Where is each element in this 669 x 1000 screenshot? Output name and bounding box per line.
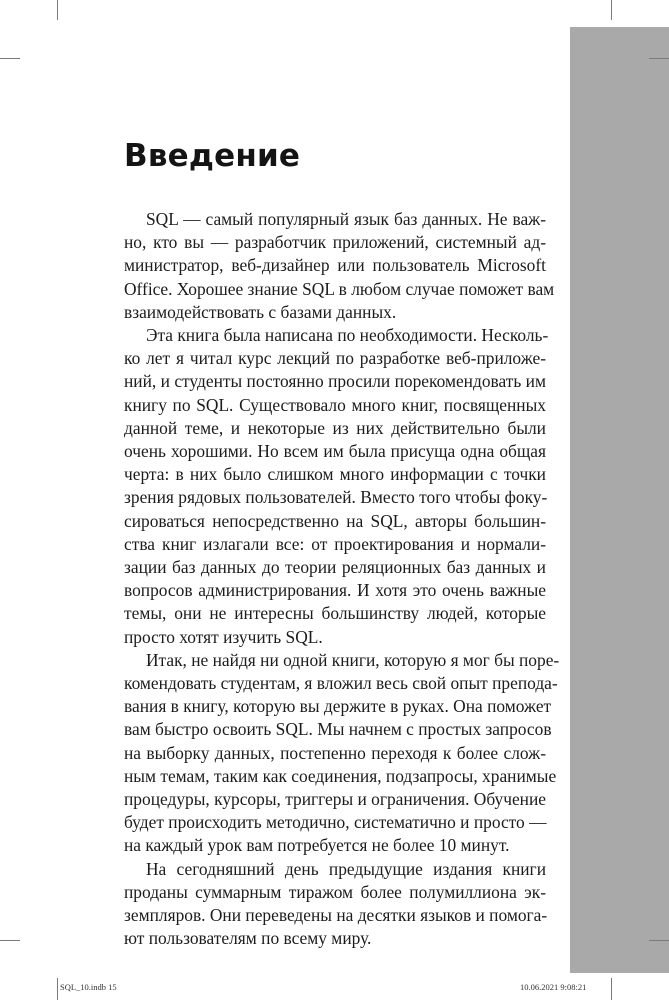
text-line: зации баз данных до теории реляционных баз данных и xyxy=(124,557,546,578)
text-line: данной теме, и некоторые из них действительно были xyxy=(124,417,546,438)
paragraph-2 xyxy=(124,324,549,649)
crop-mark xyxy=(611,0,612,20)
text-line: ний, и студенты постоянно просили порекомендовать им xyxy=(124,371,546,392)
text-line: ства книг излагали все: от проектирования и нормали- xyxy=(124,533,546,554)
text-line: взаимодействовать с базами данных. xyxy=(124,301,397,322)
text-line: ным темам, таким как соединения, подзапросы, хранимые xyxy=(124,765,557,786)
text-line: просто хотят изучить SQL. xyxy=(124,626,323,647)
text-line: книгу по SQL. Существовало много книг, посвященных xyxy=(124,394,546,415)
crop-mark xyxy=(649,58,669,59)
text-line: SQL — самый популярный язык баз данных. Не важ- xyxy=(146,209,546,229)
page-edge-band xyxy=(570,27,669,973)
text-line: комендовать студентам, я вложил весь свой опыт препода- xyxy=(124,673,558,694)
text-line: На сегодняшний день предыдущие издания книги xyxy=(146,858,546,879)
footer-file-info: SQL_10.indb 15 xyxy=(60,982,117,992)
text-line: сироваться непосредственно на SQL, авторы большин- xyxy=(124,510,546,531)
body-text xyxy=(124,208,560,951)
text-line: будет происходить методично, систематично и просто — xyxy=(124,812,547,833)
text-line: Эта книга была написана по необходимости. Несколь- xyxy=(146,325,549,346)
text-line: на выборку данных, постепенно переходя к более слож- xyxy=(124,742,546,763)
paragraph-3 xyxy=(124,649,560,858)
chapter-heading: Введение xyxy=(124,138,301,174)
text-line: земпляров. Они переведены на десятки языков и помога- xyxy=(124,905,548,926)
crop-mark xyxy=(0,940,20,941)
paragraph-1 xyxy=(124,208,555,324)
text-line: Office. Хорошее знание SQL в любом случае поможет вам xyxy=(124,278,555,299)
text-line: ют пользователям по всему миру. xyxy=(124,928,372,949)
text-line: очень хорошими. Но всем им была присуща одна общая xyxy=(124,441,546,462)
text-line: но, кто вы — разработчик приложений, системный ад- xyxy=(124,232,546,253)
paragraph-4 xyxy=(124,858,546,951)
text-line: темы, они не интересны большинству людей, которые xyxy=(124,603,546,624)
crop-mark xyxy=(0,58,20,59)
text-line: Итак, не найдя ни одной книги, которую я мог бы поре- xyxy=(146,649,560,670)
crop-mark xyxy=(57,978,58,1000)
text-line: вам быстро освоить SQL. Мы начнем с простых запросов xyxy=(124,719,552,740)
crop-mark xyxy=(57,0,58,20)
text-line: черта: в них было слишком много информации с точки xyxy=(124,464,546,485)
crop-mark xyxy=(611,978,612,1000)
footer-timestamp: 10.06.2021 9:08:21 xyxy=(520,982,587,992)
text-line: вания в книгу, которую вы держите в руках. Она поможет xyxy=(124,696,552,717)
text-line: процедуры, курсоры, триггеры и ограничения. Обучение xyxy=(124,789,547,810)
text-line: министратор, веб-дизайнер или пользователь Microsoft xyxy=(124,255,546,276)
text-line: зрения рядовых пользователей. Вместо того чтобы фоку- xyxy=(124,487,548,508)
text-line: на каждый урок вам потребуется не более 10 минут. xyxy=(124,835,510,856)
text-line: ко лет я читал курс лекций по разработке веб-приложе- xyxy=(124,348,546,369)
text-line: проданы суммарным тиражом более полумиллиона эк- xyxy=(124,881,546,902)
crop-mark xyxy=(649,940,669,941)
text-line: вопросов администрирования. И хотя это очень важные xyxy=(124,580,546,601)
